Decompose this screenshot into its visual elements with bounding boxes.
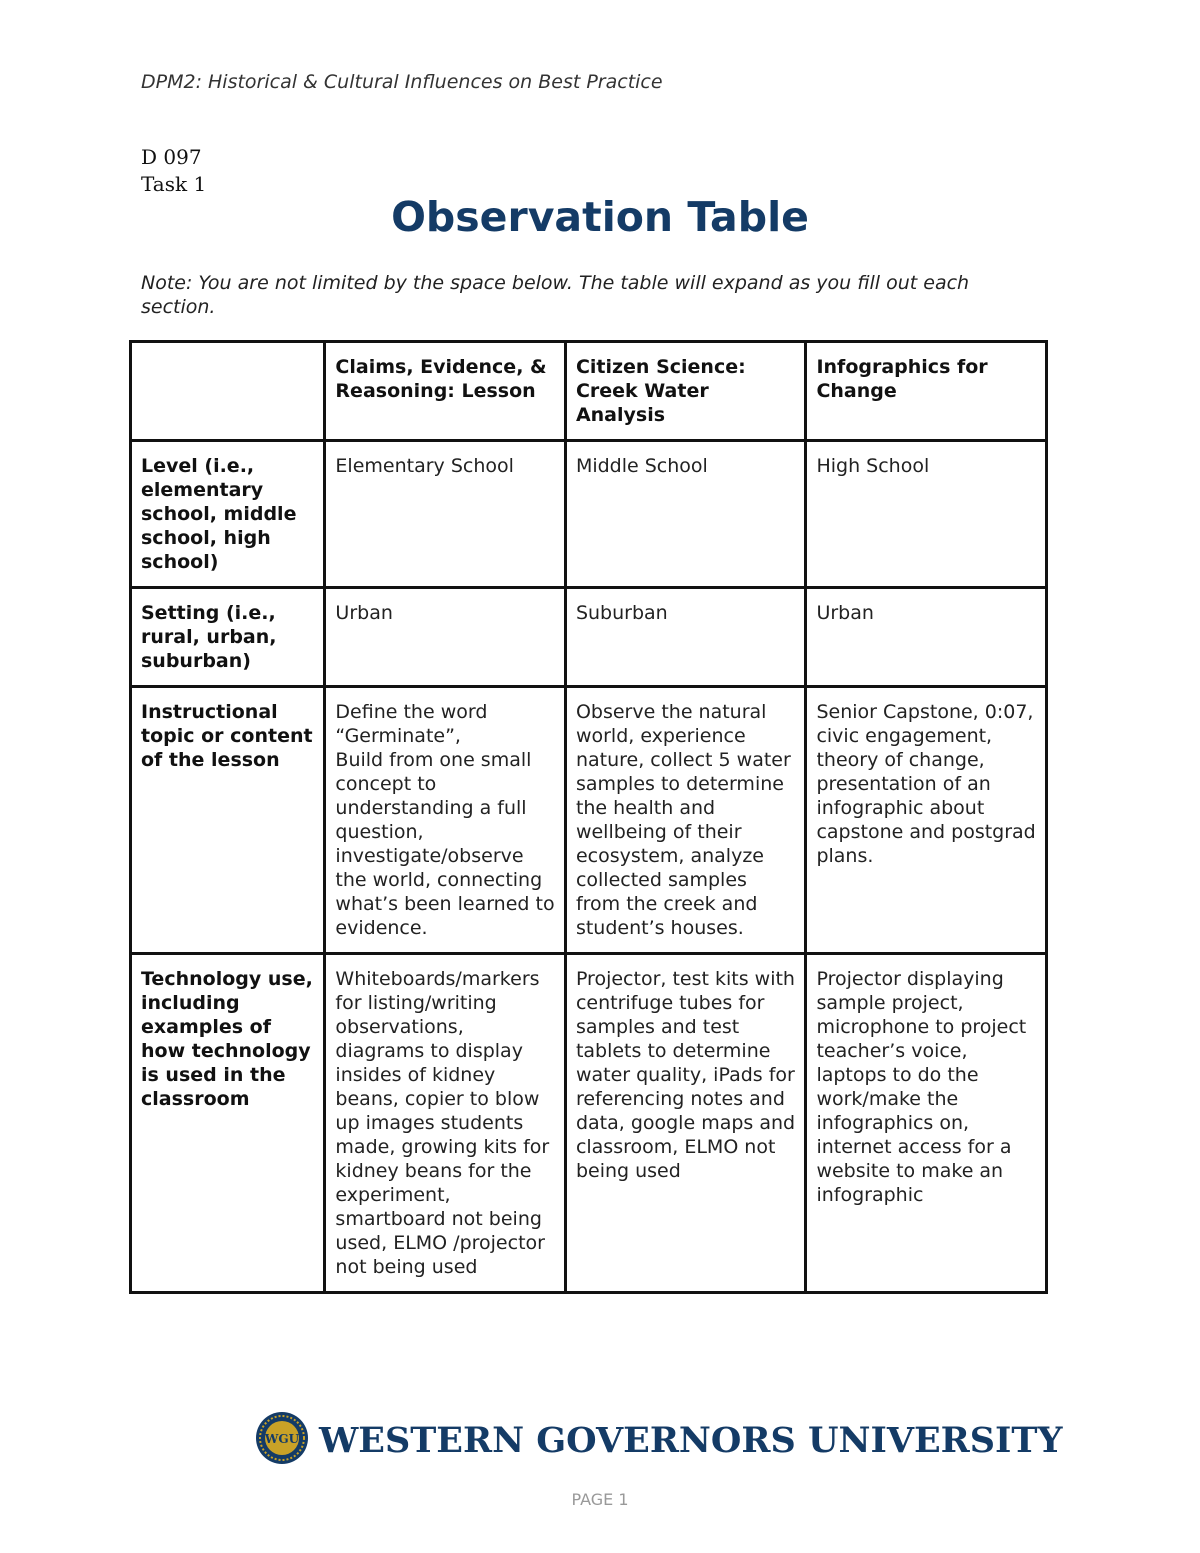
row-label-technology: Technology use, including examples of how technology is used in the classroom <box>131 954 325 1293</box>
wgu-seal-text: WGU <box>264 1432 300 1446</box>
table-cell: Define the word “Germinate”, Build from one small concept to understanding a full question, investigate/observe the world, connecting what’s been learned to evidence. <box>325 687 566 954</box>
page-number: PAGE 1 <box>571 1490 629 1509</box>
instruction-note: Note: You are not limited by the space below. The table will expand as you fill out each section. <box>141 272 970 318</box>
table-cell: Observe the natural world, experience nature, collect 5 water samples to determine the health and wellbeing of their ecosystem, analyze collected samples from the creek and student’s houses. <box>565 687 806 954</box>
header-cell-lesson-1: Claims, Evidence, & Reasoning: Lesson <box>325 342 566 441</box>
table-cell: Elementary School <box>325 441 566 588</box>
table-cell: Urban <box>806 588 1047 687</box>
wgu-logo <box>255 1410 1063 1470</box>
page-title: Observation Table <box>391 193 809 241</box>
table-cell: Projector displaying sample project, microphone to project teacher’s voice, laptops to do the work/make the infographics on, internet access for a website to make an infographic <box>806 954 1047 1293</box>
header-cell-lesson-2: Citizen Science: Creek Water Analysis <box>565 342 806 441</box>
table-row <box>131 954 1047 1293</box>
table-header-row <box>131 342 1047 441</box>
table-cell: Senior Capstone, 0:07, civic engagement, theory of change, presentation of an infographic about capstone and postgrad plans. <box>806 687 1047 954</box>
header-cell-empty <box>131 342 325 441</box>
table-cell: Suburban <box>565 588 806 687</box>
document-header: DPM2: Historical & Cultural Influences on Best Practice <box>141 71 663 93</box>
task-label: Task 1 <box>141 172 207 196</box>
table-row <box>131 441 1047 588</box>
row-label-topic: Instructional topic or content of the lesson <box>131 687 325 954</box>
row-label-setting: Setting (i.e., rural, urban, suburban) <box>131 588 325 687</box>
wgu-wordmark: WESTERN GOVERNORS UNIVERSITY <box>319 1420 1063 1461</box>
table-cell: Middle School <box>565 441 806 588</box>
header-cell-lesson-3: Infographics for Change <box>806 342 1047 441</box>
wgu-seal-icon <box>255 1411 309 1465</box>
table-row <box>131 588 1047 687</box>
table-cell: Urban <box>325 588 566 687</box>
table-cell: Whiteboards/markers for listing/writing observations, diagrams to display insides of kidney beans, copier to blow up images students made, growing kits for kidney beans for the experiment, smartboard not being used, ELMO /projector not being used <box>325 954 566 1293</box>
row-label-level: Level (i.e., elementary school, middle school, high school) <box>131 441 325 588</box>
table-cell: High School <box>806 441 1047 588</box>
table-cell: Projector, test kits with centrifuge tubes for samples and test tablets to determine water quality, iPads for referencing notes and data, google maps and classroom, ELMO not being used <box>565 954 806 1293</box>
observation-table <box>129 340 1048 1294</box>
course-code: D 097 <box>141 145 202 169</box>
table-row <box>131 687 1047 954</box>
